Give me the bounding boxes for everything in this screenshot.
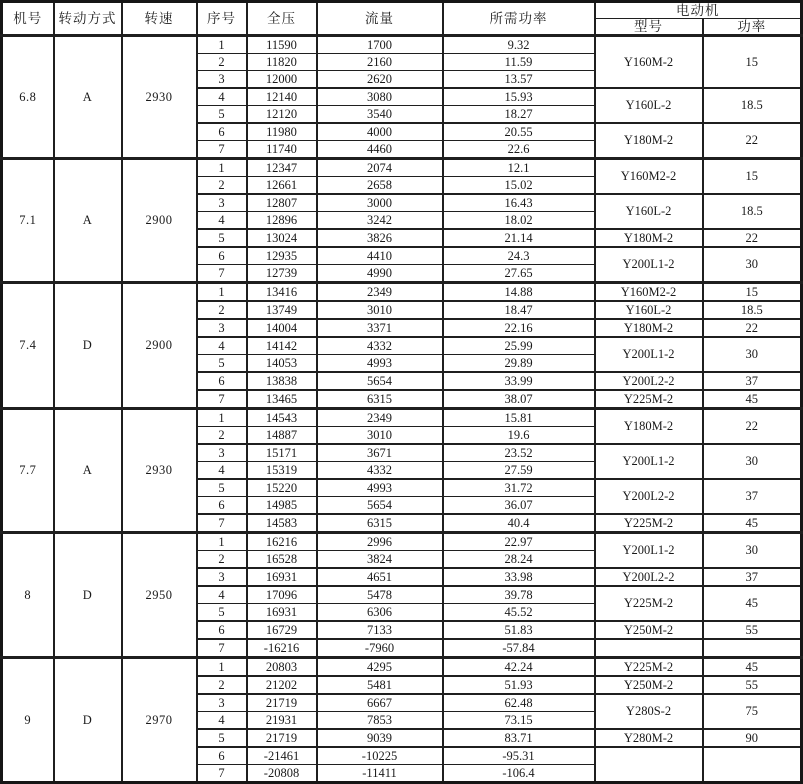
speed-cell: 2900: [122, 159, 197, 283]
flow-cell: -11411: [317, 765, 443, 783]
motor-power-cell: [703, 639, 802, 658]
drive-type-cell: D: [54, 533, 122, 658]
header-drive-type: 转动方式: [54, 2, 122, 36]
table-row: [2, 409, 802, 427]
required-power-cell: 36.07: [443, 497, 595, 515]
motor-model-cell: Y200L2-2: [595, 479, 703, 514]
required-power-cell: 27.65: [443, 265, 595, 283]
motor-power-cell: 37: [703, 479, 802, 514]
serial-cell: 6: [197, 747, 247, 765]
pressure-cell: 13465: [247, 390, 317, 409]
pressure-cell: 14887: [247, 427, 317, 445]
serial-cell: 1: [197, 159, 247, 177]
serial-cell: 6: [197, 247, 247, 265]
flow-cell: 6315: [317, 514, 443, 533]
serial-cell: 2: [197, 551, 247, 569]
flow-cell: 4332: [317, 462, 443, 480]
serial-cell: 1: [197, 533, 247, 551]
flow-cell: 1700: [317, 36, 443, 54]
required-power-cell: -95.31: [443, 747, 595, 765]
motor-model-cell: Y180M-2: [595, 409, 703, 445]
pressure-cell: 13024: [247, 229, 317, 247]
header-speed: 转速: [122, 2, 197, 36]
pressure-cell: 13838: [247, 372, 317, 390]
required-power-cell: 25.99: [443, 337, 595, 355]
pressure-cell: 16931: [247, 604, 317, 622]
serial-cell: 3: [197, 194, 247, 212]
motor-power-cell: 15: [703, 159, 802, 195]
flow-cell: 3671: [317, 444, 443, 462]
serial-cell: 1: [197, 283, 247, 302]
flow-cell: 4651: [317, 568, 443, 586]
serial-cell: 6: [197, 123, 247, 141]
motor-model-cell: Y200L1-2: [595, 247, 703, 283]
speed-cell: 2930: [122, 409, 197, 533]
required-power-cell: 14.88: [443, 283, 595, 302]
serial-cell: 3: [197, 568, 247, 586]
pressure-cell: 14004: [247, 319, 317, 337]
header-motor-model: 型号: [595, 19, 703, 36]
motor-model-cell: Y225M-2: [595, 390, 703, 409]
drive-type-cell: A: [54, 36, 122, 159]
motor-power-cell: [703, 747, 802, 783]
required-power-cell: 51.83: [443, 621, 595, 639]
required-power-cell: 15.02: [443, 177, 595, 195]
pressure-cell: -20808: [247, 765, 317, 783]
table-header: [2, 2, 802, 36]
pressure-cell: 15220: [247, 479, 317, 497]
required-power-cell: 22.97: [443, 533, 595, 551]
motor-power-cell: 45: [703, 658, 802, 677]
serial-cell: 2: [197, 676, 247, 694]
required-power-cell: 83.71: [443, 729, 595, 747]
pressure-cell: 12140: [247, 88, 317, 106]
pressure-cell: 11820: [247, 54, 317, 71]
pressure-cell: 16931: [247, 568, 317, 586]
motor-power-cell: 15: [703, 36, 802, 89]
motor-model-cell: Y160L-2: [595, 301, 703, 319]
header-row-1: [2, 2, 802, 19]
flow-cell: 7853: [317, 712, 443, 730]
motor-power-cell: 18.5: [703, 88, 802, 123]
serial-cell: 1: [197, 409, 247, 427]
serial-cell: 3: [197, 319, 247, 337]
pressure-cell: 16216: [247, 533, 317, 551]
serial-cell: 4: [197, 586, 247, 604]
flow-cell: 2620: [317, 71, 443, 89]
serial-cell: 7: [197, 141, 247, 159]
required-power-cell: 22.6: [443, 141, 595, 159]
header-flow-rate: 流量: [317, 2, 443, 36]
pressure-cell: 20803: [247, 658, 317, 677]
header-serial-no: 序号: [197, 2, 247, 36]
required-power-cell: 27.59: [443, 462, 595, 480]
serial-cell: 3: [197, 694, 247, 712]
header-machine-no: 机号: [2, 2, 54, 36]
serial-cell: 5: [197, 479, 247, 497]
motor-power-cell: 18.5: [703, 194, 802, 229]
serial-cell: 3: [197, 71, 247, 89]
pressure-cell: 12120: [247, 106, 317, 124]
header-motor-power: 功率: [703, 19, 802, 36]
motor-power-cell: 45: [703, 514, 802, 533]
serial-cell: 2: [197, 177, 247, 195]
required-power-cell: 15.93: [443, 88, 595, 106]
pressure-cell: 16528: [247, 551, 317, 569]
serial-cell: 3: [197, 444, 247, 462]
machine-no-cell: 7.7: [2, 409, 54, 533]
required-power-cell: 42.24: [443, 658, 595, 677]
serial-cell: 5: [197, 229, 247, 247]
required-power-cell: 73.15: [443, 712, 595, 730]
serial-cell: 5: [197, 106, 247, 124]
flow-cell: 6315: [317, 390, 443, 409]
pressure-cell: 14985: [247, 497, 317, 515]
flow-cell: 9039: [317, 729, 443, 747]
motor-power-cell: 37: [703, 372, 802, 390]
motor-power-cell: 45: [703, 390, 802, 409]
flow-cell: 3000: [317, 194, 443, 212]
required-power-cell: 16.43: [443, 194, 595, 212]
motor-power-cell: 30: [703, 247, 802, 283]
flow-cell: 4000: [317, 123, 443, 141]
flow-cell: 3371: [317, 319, 443, 337]
header-total-pressure: 全压: [247, 2, 317, 36]
table-row: [2, 36, 802, 54]
required-power-cell: 29.89: [443, 355, 595, 373]
pressure-cell: 14583: [247, 514, 317, 533]
serial-cell: 1: [197, 36, 247, 54]
required-power-cell: 45.52: [443, 604, 595, 622]
pressure-cell: 13749: [247, 301, 317, 319]
speed-cell: 2970: [122, 658, 197, 783]
flow-cell: 4295: [317, 658, 443, 677]
motor-model-cell: Y200L2-2: [595, 568, 703, 586]
motor-power-cell: 90: [703, 729, 802, 747]
required-power-cell: 24.3: [443, 247, 595, 265]
pressure-cell: 15319: [247, 462, 317, 480]
motor-power-cell: 45: [703, 586, 802, 621]
required-power-cell: 15.81: [443, 409, 595, 427]
required-power-cell: 20.55: [443, 123, 595, 141]
pressure-cell: 21202: [247, 676, 317, 694]
motor-power-cell: 22: [703, 229, 802, 247]
serial-cell: 4: [197, 88, 247, 106]
flow-cell: 2349: [317, 283, 443, 302]
flow-cell: 6306: [317, 604, 443, 622]
pressure-cell: 21719: [247, 694, 317, 712]
required-power-cell: 39.78: [443, 586, 595, 604]
flow-cell: 7133: [317, 621, 443, 639]
serial-cell: 6: [197, 497, 247, 515]
motor-model-cell: Y225M-2: [595, 586, 703, 621]
pressure-cell: 11980: [247, 123, 317, 141]
motor-model-cell: Y160L-2: [595, 194, 703, 229]
drive-type-cell: D: [54, 283, 122, 409]
speed-cell: 2930: [122, 36, 197, 159]
serial-cell: 5: [197, 604, 247, 622]
flow-cell: 5478: [317, 586, 443, 604]
motor-model-cell: Y200L1-2: [595, 533, 703, 569]
pressure-cell: 14543: [247, 409, 317, 427]
flow-cell: 3826: [317, 229, 443, 247]
pressure-cell: 17096: [247, 586, 317, 604]
serial-cell: 2: [197, 54, 247, 71]
pressure-cell: -21461: [247, 747, 317, 765]
pressure-cell: 12000: [247, 71, 317, 89]
required-power-cell: 33.99: [443, 372, 595, 390]
motor-model-cell: Y180M-2: [595, 319, 703, 337]
flow-cell: 2996: [317, 533, 443, 551]
flow-cell: 2074: [317, 159, 443, 177]
required-power-cell: 31.72: [443, 479, 595, 497]
motor-power-cell: 30: [703, 444, 802, 479]
serial-cell: 2: [197, 301, 247, 319]
motor-model-cell: Y225M-2: [595, 658, 703, 677]
required-power-cell: 40.4: [443, 514, 595, 533]
speed-cell: 2950: [122, 533, 197, 658]
drive-type-cell: A: [54, 159, 122, 283]
serial-cell: 7: [197, 390, 247, 409]
flow-cell: 5654: [317, 497, 443, 515]
motor-model-cell: Y280S-2: [595, 694, 703, 729]
flow-cell: 2160: [317, 54, 443, 71]
pressure-cell: 12739: [247, 265, 317, 283]
required-power-cell: 22.16: [443, 319, 595, 337]
motor-model-cell: Y160M2-2: [595, 159, 703, 195]
pressure-cell: 12661: [247, 177, 317, 195]
motor-model-cell: Y200L1-2: [595, 444, 703, 479]
table-body: [2, 36, 802, 783]
serial-cell: 4: [197, 337, 247, 355]
required-power-cell: -106.4: [443, 765, 595, 783]
required-power-cell: 18.47: [443, 301, 595, 319]
motor-power-cell: 75: [703, 694, 802, 729]
flow-cell: 4993: [317, 479, 443, 497]
machine-no-cell: 7.4: [2, 283, 54, 409]
flow-cell: 4990: [317, 265, 443, 283]
machine-no-cell: 6.8: [2, 36, 54, 159]
pressure-cell: 12807: [247, 194, 317, 212]
flow-cell: 4460: [317, 141, 443, 159]
motor-power-cell: 22: [703, 409, 802, 445]
flow-cell: 2349: [317, 409, 443, 427]
pressure-cell: 15171: [247, 444, 317, 462]
table-row: [2, 533, 802, 551]
pressure-cell: 11590: [247, 36, 317, 54]
serial-cell: 5: [197, 355, 247, 373]
motor-power-cell: 55: [703, 621, 802, 639]
flow-cell: 4410: [317, 247, 443, 265]
motor-model-cell: Y225M-2: [595, 514, 703, 533]
drive-type-cell: D: [54, 658, 122, 783]
pressure-cell: 13416: [247, 283, 317, 302]
flow-cell: 4993: [317, 355, 443, 373]
flow-cell: -10225: [317, 747, 443, 765]
serial-cell: 7: [197, 639, 247, 658]
header-required-power: 所需功率: [443, 2, 595, 36]
required-power-cell: 33.98: [443, 568, 595, 586]
serial-cell: 2: [197, 427, 247, 445]
required-power-cell: 12.1: [443, 159, 595, 177]
flow-cell: 2658: [317, 177, 443, 195]
pressure-cell: 11740: [247, 141, 317, 159]
motor-power-cell: 30: [703, 533, 802, 569]
flow-cell: 5481: [317, 676, 443, 694]
required-power-cell: 18.27: [443, 106, 595, 124]
required-power-cell: 28.24: [443, 551, 595, 569]
flow-cell: 4332: [317, 337, 443, 355]
serial-cell: 1: [197, 658, 247, 677]
motor-model-cell: Y180M-2: [595, 229, 703, 247]
motor-power-cell: 22: [703, 319, 802, 337]
motor-power-cell: 30: [703, 337, 802, 372]
flow-cell: -7960: [317, 639, 443, 658]
table-row: [2, 159, 802, 177]
motor-power-cell: 55: [703, 676, 802, 694]
pressure-cell: 12935: [247, 247, 317, 265]
flow-cell: 3010: [317, 427, 443, 445]
required-power-cell: 51.93: [443, 676, 595, 694]
motor-model-cell: Y180M-2: [595, 123, 703, 159]
required-power-cell: 38.07: [443, 390, 595, 409]
motor-model-cell: Y250M-2: [595, 621, 703, 639]
required-power-cell: 18.02: [443, 212, 595, 230]
required-power-cell: 9.32: [443, 36, 595, 54]
pressure-cell: 21931: [247, 712, 317, 730]
flow-cell: 3540: [317, 106, 443, 124]
flow-cell: 3010: [317, 301, 443, 319]
machine-no-cell: 9: [2, 658, 54, 783]
pressure-cell: -16216: [247, 639, 317, 658]
serial-cell: 4: [197, 212, 247, 230]
serial-cell: 5: [197, 729, 247, 747]
speed-cell: 2900: [122, 283, 197, 409]
pressure-cell: 14142: [247, 337, 317, 355]
table-row: [2, 658, 802, 677]
serial-cell: 4: [197, 712, 247, 730]
table-row: [2, 283, 802, 302]
drive-type-cell: A: [54, 409, 122, 533]
motor-model-cell: Y280M-2: [595, 729, 703, 747]
serial-cell: 6: [197, 621, 247, 639]
motor-model-cell: [595, 747, 703, 783]
flow-cell: 5654: [317, 372, 443, 390]
required-power-cell: 11.59: [443, 54, 595, 71]
motor-power-cell: 22: [703, 123, 802, 159]
motor-power-cell: 37: [703, 568, 802, 586]
flow-cell: 3080: [317, 88, 443, 106]
pressure-cell: 12896: [247, 212, 317, 230]
motor-model-cell: Y200L2-2: [595, 372, 703, 390]
motor-power-cell: 15: [703, 283, 802, 302]
machine-no-cell: 7.1: [2, 159, 54, 283]
serial-cell: 6: [197, 372, 247, 390]
required-power-cell: 21.14: [443, 229, 595, 247]
flow-cell: 3242: [317, 212, 443, 230]
flow-cell: 6667: [317, 694, 443, 712]
motor-model-cell: Y160L-2: [595, 88, 703, 123]
flow-cell: 3824: [317, 551, 443, 569]
machine-no-cell: 8: [2, 533, 54, 658]
motor-power-cell: 18.5: [703, 301, 802, 319]
motor-model-cell: Y160M-2: [595, 36, 703, 89]
serial-cell: 7: [197, 765, 247, 783]
pressure-cell: 14053: [247, 355, 317, 373]
pressure-cell: 21719: [247, 729, 317, 747]
motor-model-cell: Y160M2-2: [595, 283, 703, 302]
required-power-cell: 19.6: [443, 427, 595, 445]
motor-model-cell: Y250M-2: [595, 676, 703, 694]
motor-model-cell: Y200L1-2: [595, 337, 703, 372]
serial-cell: 4: [197, 462, 247, 480]
serial-cell: 7: [197, 265, 247, 283]
pressure-cell: 16729: [247, 621, 317, 639]
required-power-cell: 13.57: [443, 71, 595, 89]
motor-model-cell: [595, 639, 703, 658]
required-power-cell: -57.84: [443, 639, 595, 658]
header-motor-group: 电动机: [595, 2, 802, 19]
required-power-cell: 23.52: [443, 444, 595, 462]
required-power-cell: 62.48: [443, 694, 595, 712]
serial-cell: 7: [197, 514, 247, 533]
pressure-cell: 12347: [247, 159, 317, 177]
